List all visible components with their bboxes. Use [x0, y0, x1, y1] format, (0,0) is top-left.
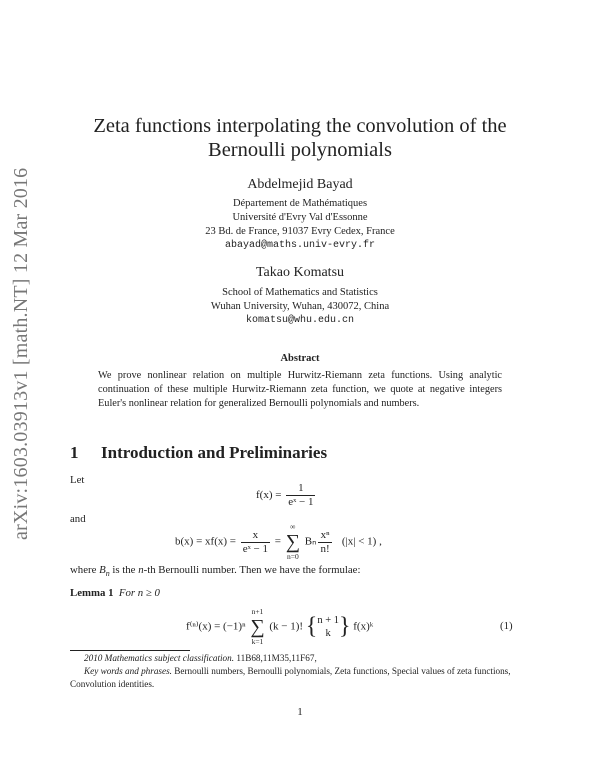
arxiv-stamp: arXiv:1603.03913v1 [math.NT] 12 Mar 2016 [10, 167, 32, 540]
fraction-numerator: 1 [286, 482, 315, 496]
sum-upper-limit: ∞ [290, 522, 296, 531]
bernoulli-term: Bₙ [304, 535, 317, 548]
fraction-denominator: eˣ − 1 [288, 496, 314, 508]
sigma-symbol: ∑ [285, 531, 300, 553]
right-brace-symbol: } [338, 613, 351, 640]
fraction-numerator: xⁿ [318, 529, 331, 543]
body-where [70, 564, 360, 578]
sigma-symbol: ∑ [250, 616, 265, 638]
equation-f [256, 482, 317, 509]
footnote-msc-codes: 11B68,11M35,11F67, [234, 653, 317, 663]
where-variable: B [99, 564, 106, 576]
equation-number: (1) [500, 620, 513, 632]
equation-b [175, 522, 382, 562]
fraction-denominator: eˣ − 1 [242, 542, 268, 555]
equation-f-fraction [286, 482, 315, 509]
where-text: is the [109, 564, 139, 576]
author-name: Abdelmejid Bayad [247, 177, 353, 192]
lemma-condition: For n ≥ 0 [118, 587, 160, 599]
fraction-numerator: x [241, 529, 270, 543]
equation-f-lhs: f(x) = [256, 489, 282, 502]
stirling-top: n + 1 [317, 615, 339, 626]
author-email: abayad@maths.univ-evry.fr [224, 240, 376, 251]
sum-lower-limit: k=1 [251, 637, 264, 646]
factorial-term: (k − 1)! [269, 620, 304, 633]
section-title: Introduction and Preliminaries [101, 443, 328, 462]
footnote-keywords [70, 665, 530, 690]
paper-title-line2: Bernoulli polynomials [208, 139, 392, 161]
equation-b-fraction [241, 529, 270, 556]
footnote-rule [70, 650, 190, 651]
equation-b-condition: (|x| < 1) , [341, 535, 382, 548]
author-affiliation: Département de Mathématiques [232, 198, 368, 209]
where-n: n [138, 564, 144, 576]
stirling-number [317, 614, 339, 640]
author-affiliation: 23 Bd. de France, 91037 Evry Cedex, France [205, 226, 395, 237]
author-name: Takao Komatsu [255, 265, 345, 280]
footnote-msc-label: 2010 Mathematics subject classification. [84, 653, 235, 663]
equals-sign: = [274, 535, 281, 548]
abstract-heading: Abstract [280, 353, 320, 364]
lemma [70, 587, 160, 599]
body-let: Let [70, 474, 85, 486]
summation [250, 607, 264, 647]
lemma-label: Lemma 1 [70, 587, 114, 599]
author-affiliation: School of Mathematics and Statistics [222, 287, 378, 298]
abstract-text: We prove nonlinear relation on multiple Hurwitz-Riemann zeta functions. Using analytic continuation of these multiple Hurwitz-Riemann zeta function, we quote at negative integers Euler's nonlinear relation for generalized Bernoulli polynomials and numbers. [98, 370, 502, 409]
sum-lower-limit: n=0 [286, 552, 299, 561]
fraction-denominator: n! [320, 542, 330, 555]
summation [286, 522, 300, 562]
equation-b-lhs: b(x) = xf(x) = [175, 535, 236, 548]
left-brace-symbol: { [305, 613, 318, 640]
where-text: -th Bernoulli number. Then we have the formulae: [143, 564, 361, 576]
section-heading [70, 443, 327, 463]
footnote-keywords-text: Bernoulli numbers, Bernoulli polynomials, Zeta functions, Special values of zeta functions, Convolution identities. [70, 666, 511, 689]
where-subscript: n [105, 569, 110, 579]
equation-b-term-fraction [318, 529, 331, 556]
footnote-msc [70, 652, 530, 665]
page-number: 1 [297, 706, 303, 718]
body-and: and [70, 513, 86, 525]
paper-title-line1: Zeta functions interpolating the convolution of the [93, 115, 507, 137]
author-affiliation: Wuhan University, Wuhan, 430072, China [210, 301, 390, 312]
where-text: where [70, 564, 100, 576]
lemma-equation [186, 607, 373, 647]
lemma-equation-lhs: f⁽ⁿ⁾(x) = (−1)ⁿ [186, 620, 246, 633]
section-number: 1 [70, 443, 79, 462]
lemma-equation-tail: f(x)ᵏ [353, 620, 374, 633]
stirling-bottom: k [325, 628, 331, 639]
author-email: komatsu@whu.edu.cn [245, 315, 355, 326]
sum-upper-limit: n+1 [251, 607, 264, 616]
footnote-keywords-label: Key words and phrases. [84, 666, 172, 676]
author-affiliation: Université d'Evry Val d'Essonne [232, 212, 368, 223]
